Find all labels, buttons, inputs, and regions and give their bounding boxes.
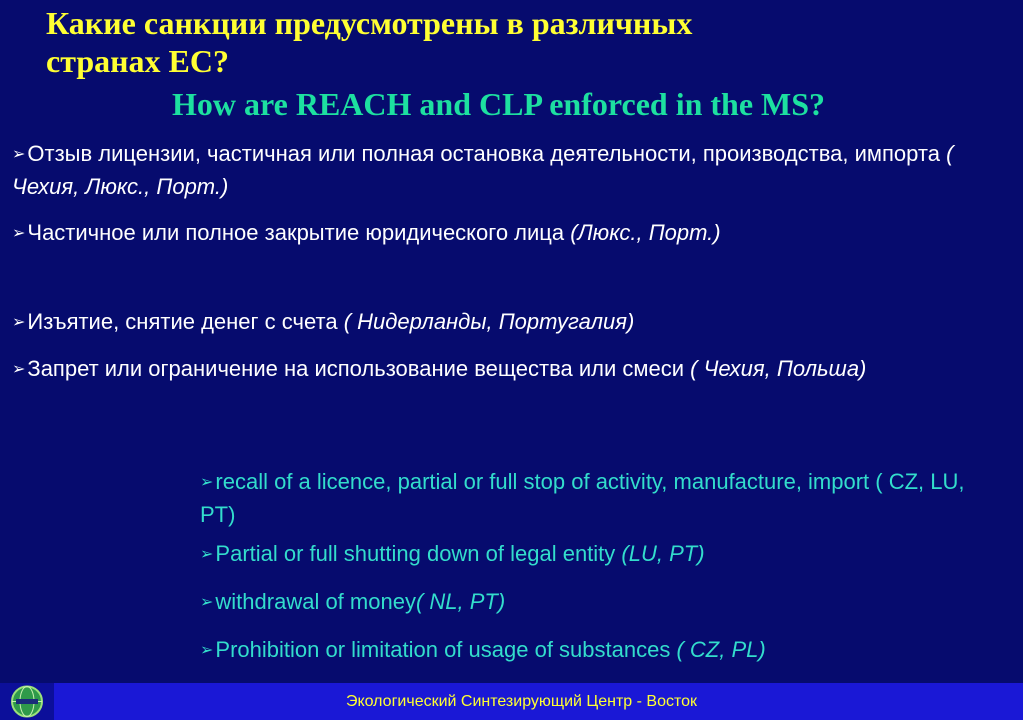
ru-item-text: Запрет или ограничение на использование вещества или смеси [27,356,691,381]
ru-list-item [12,306,992,339]
en-list-item [200,538,980,571]
slide-title-russian: Какие санкции предусмотрены в различных странах ЕС? [46,5,693,79]
ru-item-countries: ( Чехия, Люкс., Порт.) [12,141,954,199]
ru-item-text: Частичное или полное закрытие юридического лица [27,220,571,245]
en-list-item [200,634,980,667]
arrow-bullet-icon: ➢ [12,314,26,331]
ru-item-countries: (Люкс., Порт.) [570,220,721,245]
en-item-countries: ( CZ, PL) [676,637,766,662]
footer-bar [0,683,1023,720]
arrow-bullet-icon: ➢ [200,594,214,611]
ru-item-countries: ( Чехия, Польша) [690,356,867,381]
ru-item-text: Изъятие, снятие денег с счета [27,309,344,334]
slide-title-english: How are REACH and CLP enforced in the MS? [172,86,826,122]
arrow-bullet-icon: ➢ [12,361,26,378]
arrow-bullet-icon: ➢ [12,225,26,242]
en-list-item [200,586,980,619]
ru-item-countries: ( Нидерланды, Португалия) [343,309,635,334]
footer-organization-name: Экологический Синтезирующий Центр - Восток [345,693,698,710]
en-item-countries: ( NL, PT) [415,589,506,614]
en-item-text: withdrawal of money [215,589,416,614]
ru-item-text: Отзыв лицензии, частичная или полная остановка деятельности, производства, импорта [27,141,947,166]
ru-list-item [12,138,992,203]
en-item-countries: (LU, PT) [621,541,705,566]
en-list-item [200,466,980,531]
arrow-bullet-icon: ➢ [12,146,26,163]
en-item-text: Prohibition or limitation of usage of substances [215,637,677,662]
arrow-bullet-icon: ➢ [200,642,214,659]
ru-list-item [12,346,992,393]
arrow-bullet-icon: ➢ [200,546,214,563]
ru-list-item [12,210,992,257]
en-item-text: Partial or full shutting down of legal entity [215,541,622,566]
arrow-bullet-icon: ➢ [200,474,214,491]
en-item-text: recall of a licence, partial or full stop of activity, manufacture, import ( CZ, LU, PT) [200,469,965,527]
